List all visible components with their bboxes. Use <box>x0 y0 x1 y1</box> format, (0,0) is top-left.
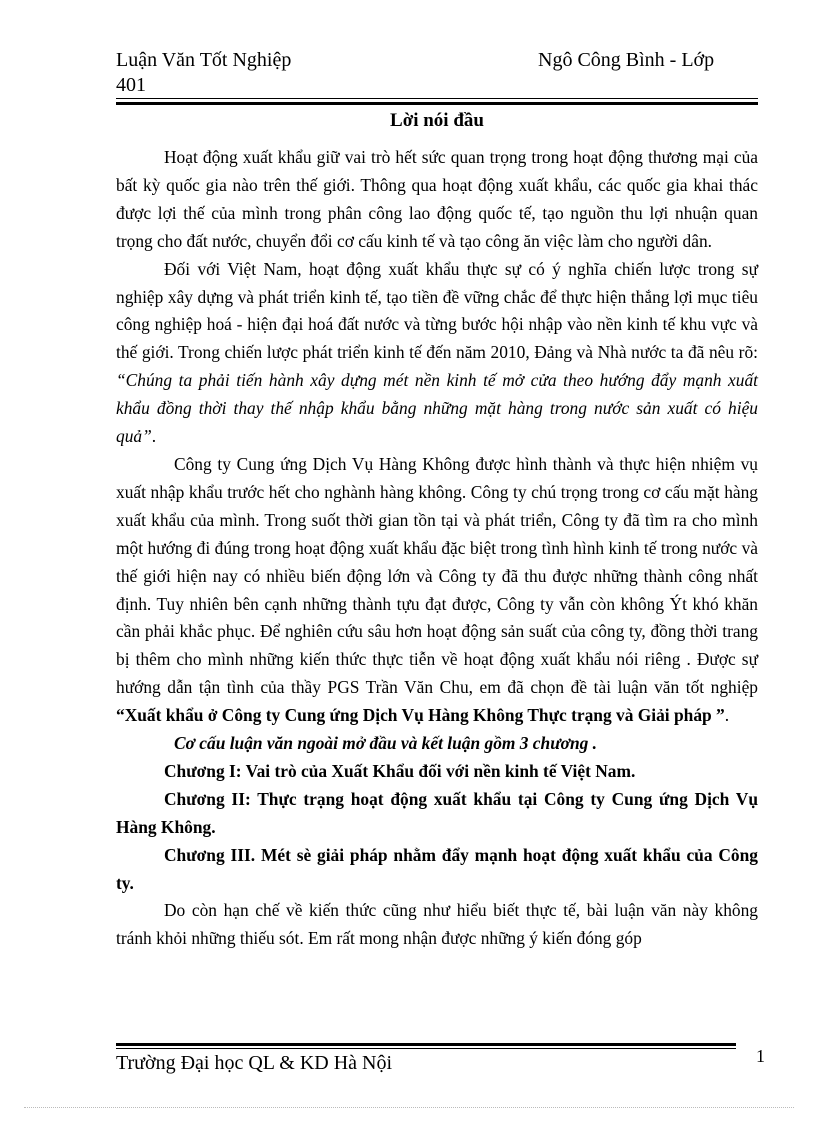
page-number: 1 <box>756 1046 765 1066</box>
paragraph-2 <box>116 256 758 451</box>
chapter-3: Chương III. Mét sè giải pháp nhằm đẩy mạnh hoạt động xuất khẩu của Công ty. <box>116 844 758 893</box>
footer-rule-thin <box>116 1048 736 1049</box>
header-author: Ngô Công Bình - Lớp <box>538 49 715 71</box>
paragraph-2-quote: “Chúng ta phải tiến hành xây dựng mét nền kinh tế mở cửa theo hướng đẩy mạnh xuất khẩu đồng thời thay thế nhập khẩu bằng những mặt hàng trong nước sản xuất có hiệu quả” <box>116 370 758 447</box>
footer-rule-thick <box>116 1043 736 1046</box>
page-break-divider <box>24 1107 794 1108</box>
header-class: 401 <box>116 74 146 96</box>
footer-university: Trường Đại học QL & KD Hà Nội <box>116 1052 393 1074</box>
chapter-2: Chương II: Thực trạng hoạt động xuất khẩu tại Công ty Cung ứng Dịch Vụ Hàng Không. <box>116 788 758 837</box>
structure-intro: Cơ cấu luận văn ngoài mở đầu và kết luận gồm 3 chương . <box>174 733 598 754</box>
header-rule-thin <box>116 98 758 99</box>
chapter-1: Chương I: Vai trò của Xuất Khẩu đối với nền kinh tế Việt Nam. <box>164 760 636 781</box>
paragraph-2-text: Đối với Việt Nam, hoạt động xuất khẩu thực sự có ý nghĩa chiến lược trong sự nghiệp xây dựng và phát triển kinh tế, tạo tiền đề vững chắc để thực hiện thắng lợi mục tiêu công nghiệp hoá - hiện đại hoá đất nước và từng bước hội nhập vào nền kinh tế khu vực và thế giới. Trong chiến lược phát triển kinh tế đến năm 2010, Đảng và Nhà nước ta đã nêu rõ: <box>116 258 758 363</box>
paragraph-3 <box>116 451 758 730</box>
page-title: Lời nói đầu <box>390 110 484 131</box>
header-rule-thick <box>116 102 758 105</box>
document-body <box>116 144 758 953</box>
thesis-topic: “Xuất khẩu ở Công ty Cung ứng Dịch Vụ Hàng Không Thực trạng và Giải pháp ” <box>116 705 725 726</box>
paragraph-5: Do còn hạn chế về kiến thức cũng như hiểu biết thực tế, bài luận văn này không tránh khỏi những thiếu sót. Em rất mong nhận được những ý kiến đóng góp <box>116 900 758 949</box>
paragraph-3-end: . <box>724 705 730 726</box>
paragraph-3-text: Công ty Cung ứng Dịch Vụ Hàng Không được hình thành và thực hiện nhiệm vụ xuất nhập khẩu trước hết cho nghành hàng không. Công ty chú trọng trong cơ cấu mặt hàng xuất khẩu của mình. Trong suốt thời gian tồn tại và phát triển, Công ty đã tìm ra cho mình một hướng đi đúng trong hoạt động xuất khẩu đặc biệt trong tình hình kinh tế trong nước và thế giới hiện nay có nhiều biến động lớn và Công ty đã thu được những thành công nhất định. Tuy nhiên bên cạnh những thành tựu đạt được, Công ty vẫn còn không Ýt khó khăn cần phải khắc phục. Để nghiên cứu sâu hơn hoạt động sản suất của công ty, đồng thời trang bị thêm cho mình những kiến thức thực tiễn về hoạt động xuất khẩu nói riêng . Được sự hướng dẫn tận tình của thầy PGS Trần Văn Chu, em đã chọn đề tài luận văn tốt nghiệp <box>116 453 758 698</box>
paragraph-1: Hoạt động xuất khẩu giữ vai trò hết sức quan trọng trong hoạt động thương mại của bất kỳ quốc gia nào trên thế giới. Thông qua hoạt động xuất khẩu, các quốc gia khai thác được lợi thế của mình trong phân công lao động quốc tế, tạo nguồn thu lợi nhuận quan trọng cho đất nước, chuyển đổi cơ cấu kinh tế và tạo công ăn việc làm cho người dân. <box>116 147 758 251</box>
header-thesis-title: Luận Văn Tốt Nghiệp <box>116 49 292 71</box>
paragraph-2-end: . <box>151 426 157 447</box>
